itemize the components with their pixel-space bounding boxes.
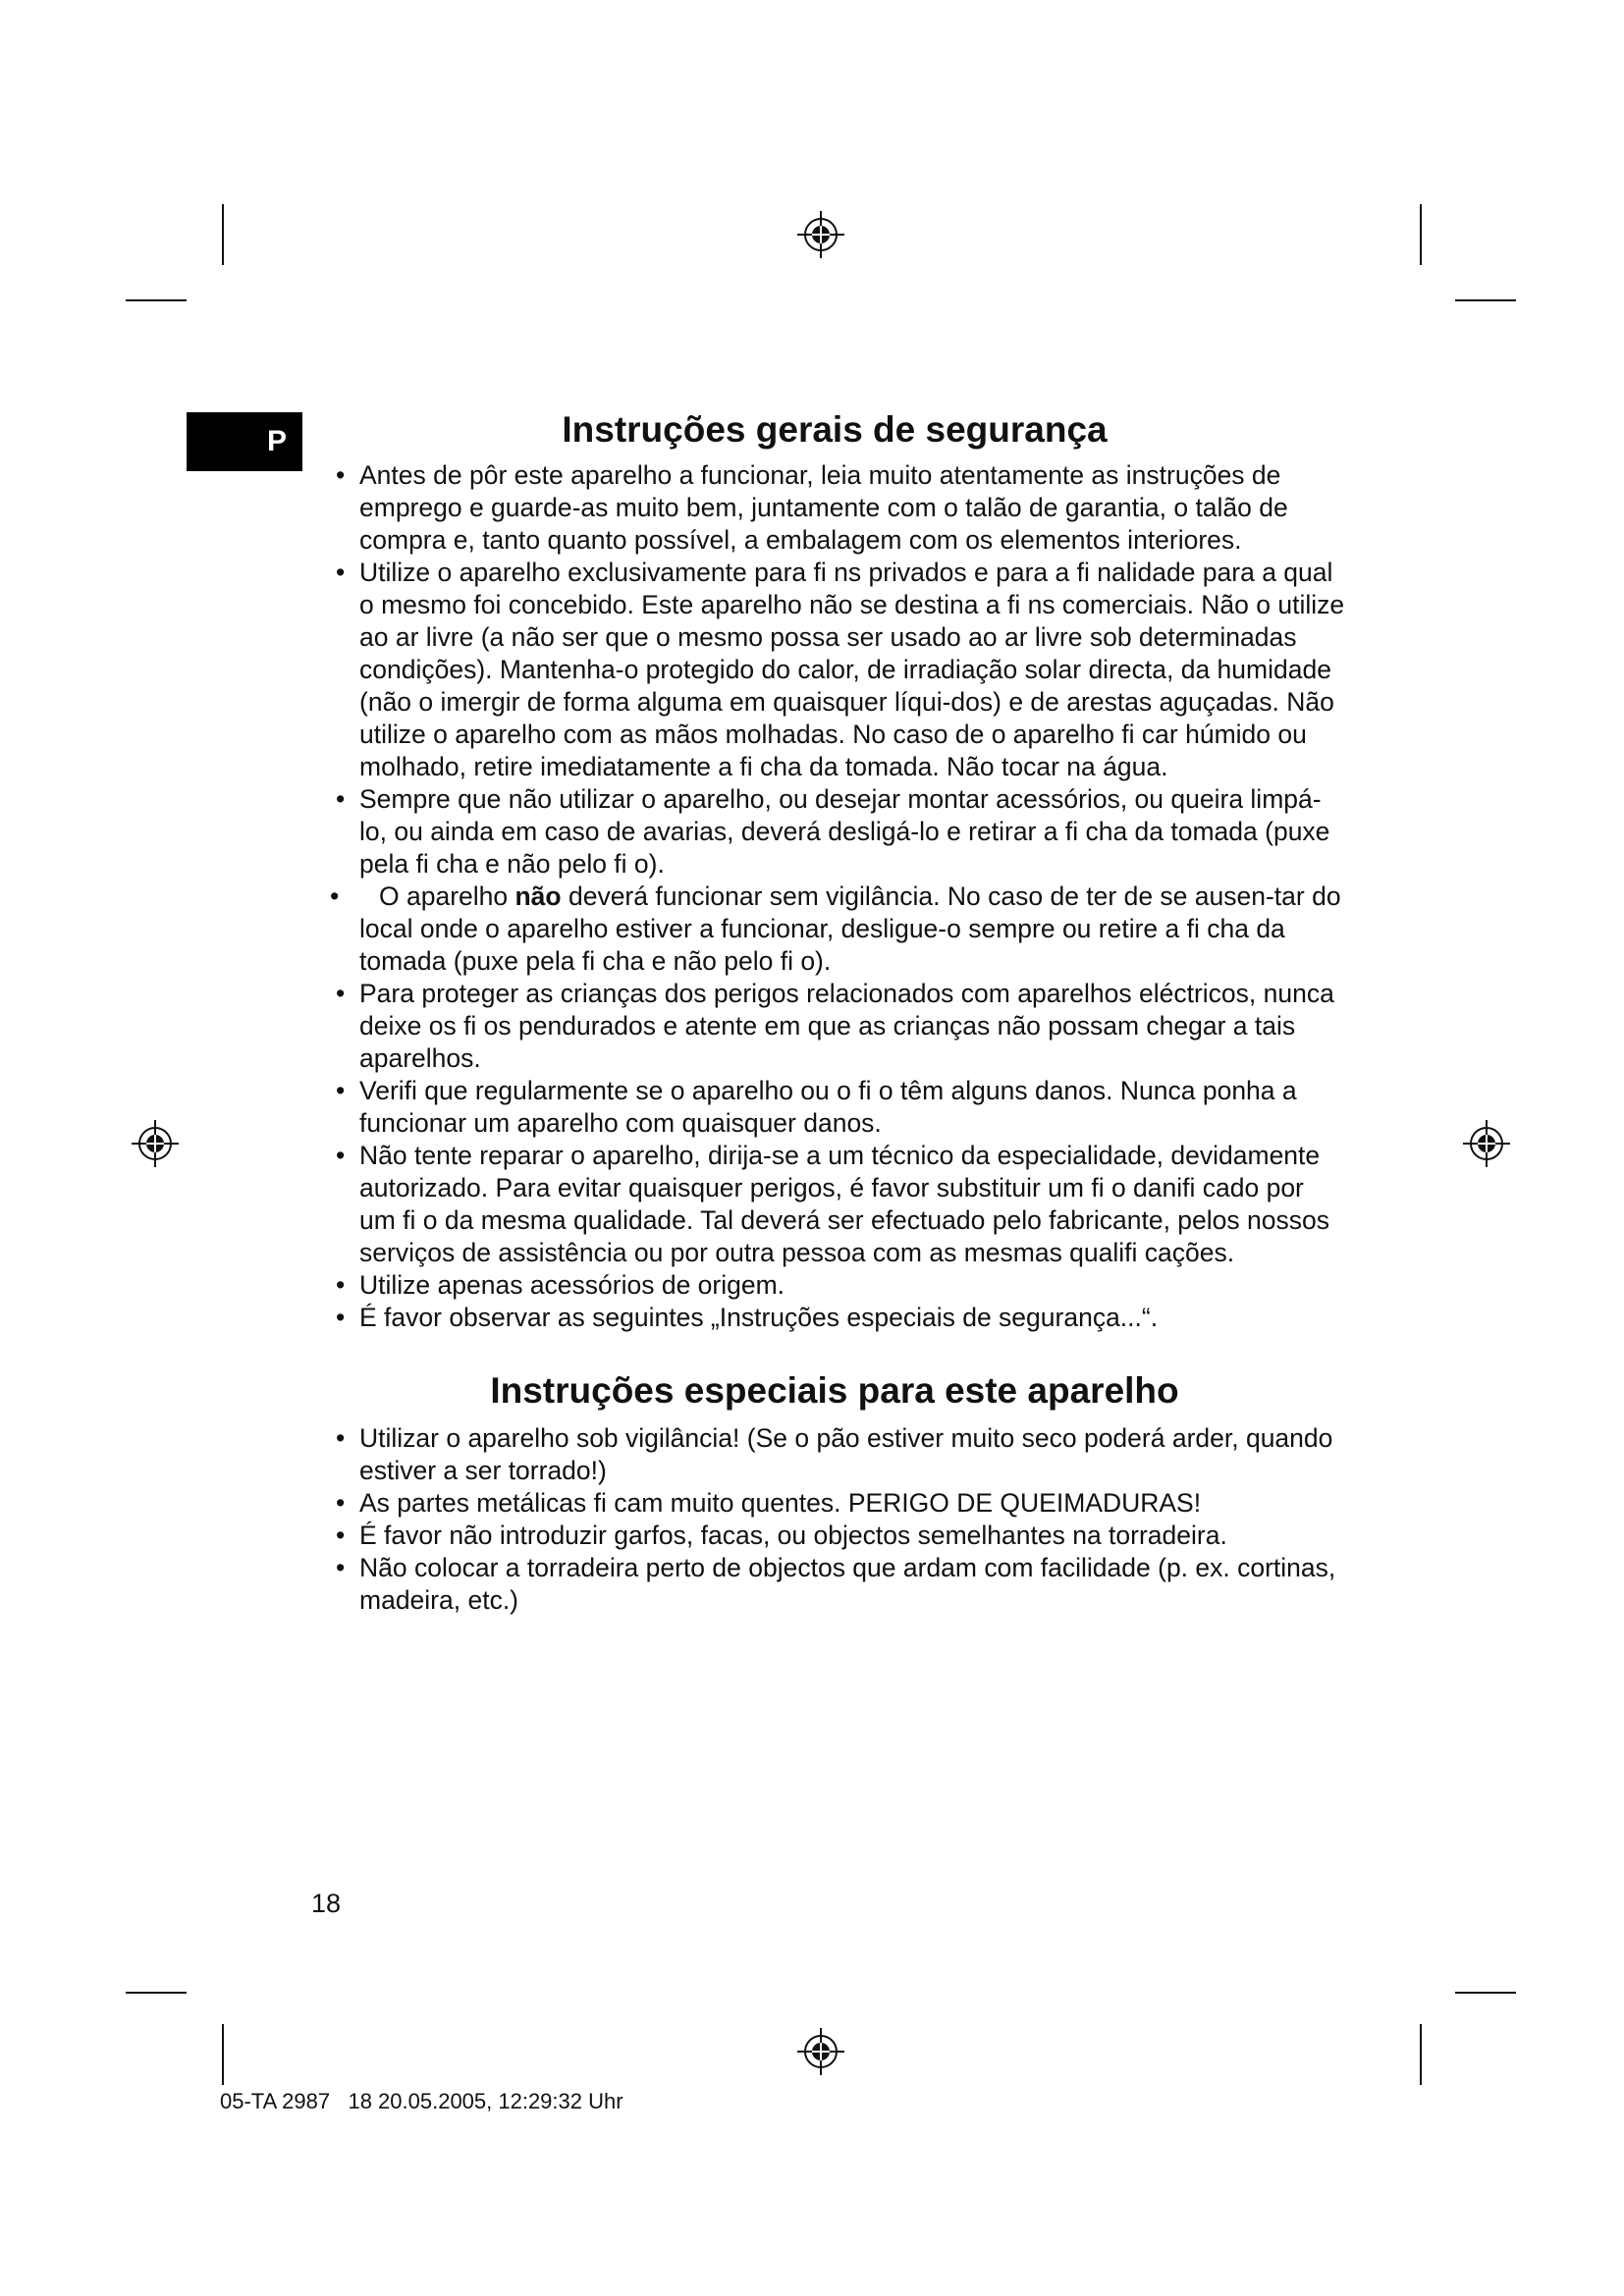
list-item: • Utilize o aparelho exclusivamente para fi ns privados e para a fi nalidade para a qual o mesmo foi concebido. Este aparelho não se destina a fi ns comerciais. Não o utilize ao ar livre (a não ser que o mesmo possa ser usado ao ar livre sob determinadas condições). Mantenha-o protegido do calor, de irradiação solar directa, da humidade (não o imergir de forma alguma em quaisquer líqui-dos) e de arestas aguçadas. Não utilize o aparelho com as mãos molhadas. No caso de o aparelho fi car húmido ou molhado, retire imediatamente a fi cha da tomada. Não tocar na água.: [336, 558, 1345, 781]
list-item: • Utilize apenas acessórios de origem.: [336, 1270, 785, 1300]
list-item: • É favor não introduzir garfos, facas, ou objectos semelhantes na torradeira.: [336, 1521, 1227, 1550]
list-item: • Para proteger as crianças dos perigos relacionados com aparelhos eléctricos, nunca deixe os fi os pendurados e atente em que as crianças não possam chegar a tais aparelhos.: [336, 979, 1334, 1073]
crop-mark-top-left-horizontal: [126, 299, 187, 301]
special-instructions-list: [304, 1422, 1345, 1617]
registration-mark-top-icon: [795, 209, 846, 260]
page-content: [304, 404, 1345, 1617]
print-footer: 05-TA 2987 18 20.05.2005, 12:29:32 Uhr: [220, 2089, 623, 2113]
list-item: • É favor observar as seguintes „Instruções especiais de segurança...“.: [336, 1303, 1159, 1332]
list-item: • As partes metálicas fi cam muito quentes. PERIGO DE QUEIMADURAS!: [336, 1488, 1202, 1518]
list-item: • Antes de pôr este aparelho a funcionar, leia muito atentamente as instruções de emprego e guarde-as muito bem, juntamente com o talão de garantia, o talão de compra e, tanto quanto possível, a embalagem com os elementos interiores.: [336, 460, 1288, 555]
registration-mark-left-icon: [130, 1118, 181, 1169]
language-tab: [187, 412, 302, 471]
registration-mark-right-icon: [1461, 1118, 1512, 1169]
section-title-special-instructions: Instruções especiais para este aparelho: [490, 1370, 1179, 1411]
list-item: • O aparelho não deverá funcionar sem vigilância. No caso de ter de se ausen-tar do local onde o aparelho estiver a funcionar, desligue-o sempre ou retire a fi cha da tomada (puxe pela fi cha e não pelo fi o).: [330, 881, 1341, 976]
crop-mark-bottom-left-horizontal: [126, 1992, 187, 1994]
list-item: • Não tente reparar o aparelho, dirija-se a um técnico da especialidade, devidamente autorizado. Para evitar quaisquer perigos, é favor substituir um fi o danifi cado por um fi o da mesma qualidade. Tal deverá ser efectuado pelo fabricante, pelos nossos serviços de assistência ou por outra pessoa com as mesmas qualifi cações.: [336, 1141, 1329, 1267]
crop-mark-bottom-left-vertical: [222, 2024, 224, 2085]
registration-mark-bottom-icon: [795, 2026, 846, 2077]
crop-mark-top-left-vertical: [222, 204, 224, 265]
page-number: 18: [311, 1889, 342, 1918]
language-tab-label: P: [266, 425, 287, 457]
crop-mark-top-right-vertical: [1420, 204, 1422, 265]
list-item: • Utilizar o aparelho sob vigilância! (Se o pão estiver muito seco poderá arder, quando estiver a ser torrado!): [336, 1423, 1333, 1485]
list-item: • Não colocar a torradeira perto de objectos que ardam com facilidade (p. ex. cortinas, madeira, etc.): [336, 1553, 1336, 1615]
list-item: • Sempre que não utilizar o aparelho, ou desejar montar acessórios, ou queira limpá-lo, ou ainda em caso de avarias, deverá desligá-lo e retirar a fi cha da tomada (puxe pela fi cha e não pelo fi o).: [336, 784, 1330, 879]
crop-mark-bottom-right-horizontal: [1455, 1992, 1516, 1994]
section-title-general-safety: Instruções gerais de segurança: [562, 409, 1108, 450]
bold-emphasis: não: [514, 881, 562, 911]
list-item: • Verifi que regularmente se o aparelho ou o fi o têm alguns danos. Nunca ponha a funcionar um aparelho com quaisquer danos.: [336, 1076, 1297, 1138]
crop-mark-bottom-right-vertical: [1420, 2024, 1422, 2085]
crop-mark-top-right-horizontal: [1455, 299, 1516, 301]
general-safety-list: [304, 459, 1345, 1334]
